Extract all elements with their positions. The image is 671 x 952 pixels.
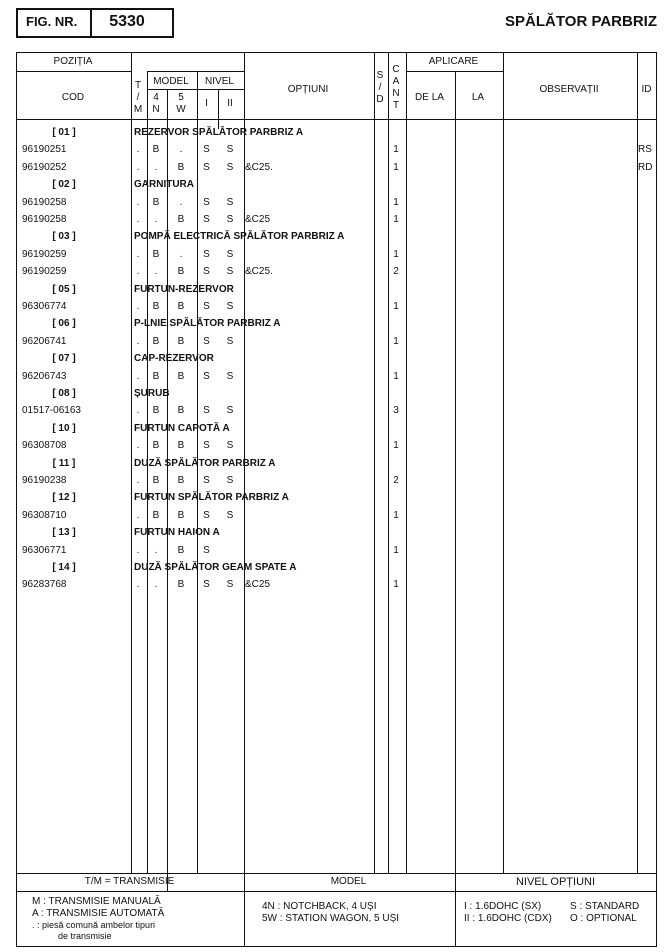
model-4n-cell: . [154,161,158,173]
part-code: 96206743 [22,370,67,382]
part-name: CAP-REZERVOR [134,353,214,365]
header-cant-c: C [392,64,400,75]
footer-tm-line-2: A : TRANSMISIE AUTOMATĂ [32,908,165,919]
header-cant-a: A [392,76,400,87]
model-4n-cell: . [154,544,158,556]
header-nivel: NIVEL [205,76,234,87]
level-1-cell: S [203,196,210,208]
part-code: 01517-06163 [22,405,81,417]
level-1-cell: S [203,335,210,347]
part-code: 96190251 [22,144,67,156]
model-5w-cell: B [177,509,185,521]
model-5w-cell: B [177,544,185,556]
model-5w-cell: B [177,440,185,452]
header-nivel-1: I [205,98,208,109]
level-1-cell: S [203,144,210,156]
header-cant-n: N [392,88,400,99]
part-code: 96306771 [22,544,67,556]
model-4n-cell: . [154,266,158,278]
part-code: 96190238 [22,475,67,486]
header-model: MODEL [153,76,189,87]
header-sd-s: S [376,70,384,81]
level-1-cell: S [203,161,210,173]
position-number: [ 01 ] [52,127,76,138]
quantity-cell: 1 [393,144,399,156]
model-5w-cell: B [177,475,185,486]
parts-table [16,52,657,947]
level-1-cell: S [203,440,210,452]
level-1-cell: S [203,544,210,556]
footer-tm-line-3: . : piesă comună ambelor tipuri [32,920,156,930]
level-2-cell: S [226,475,234,486]
quantity-cell: 1 [393,301,399,312]
model-4n-cell: B [152,301,160,312]
quantity-cell: 1 [393,544,399,556]
transmission-cell: . [136,144,140,156]
quantity-cell: 1 [393,335,399,347]
model-5w-cell: . [179,248,183,260]
footer-tm-line-4: de transmisie [58,931,112,941]
transmission-cell: . [136,214,140,225]
part-name: DUZĂ SPĂLĂTOR PARBRIZ A [134,457,276,469]
part-code: 96190259 [22,266,67,278]
level-1-cell: S [203,509,210,521]
part-name: REZERVOR SPĂLĂTOR PARBRIZ A [134,127,304,138]
level-2-cell: S [226,335,234,347]
footer-nivel-title: NIVEL OPȚIUNI [515,876,596,888]
level-1-cell: S [203,579,210,591]
id-cell: RD [638,161,653,173]
transmission-cell: . [136,475,140,486]
header-sd-slash: / [378,82,382,93]
part-name: GARNITURA [134,179,194,191]
model-4n-cell: . [154,214,158,225]
part-name: ȘURUB [134,388,170,399]
model-5w-cell: B [177,161,185,173]
level-1-cell: S [203,248,210,260]
header-cant-t: T [392,100,400,111]
header-sd-d: D [376,94,384,105]
part-code: 96206741 [22,335,67,347]
position-number: [ 03 ] [52,231,76,243]
model-5w-cell: B [177,335,185,347]
position-number: [ 14 ] [52,562,76,573]
header-aplicare: APLICARE [428,56,479,67]
footer-model-title: MODEL [330,876,367,887]
header-nivel-2: II [227,98,233,109]
model-5w-cell: B [177,301,185,312]
footer-model-line-2: 5W : STATION WAGON, 5 UȘI [262,913,400,924]
header-tm-slash: / [136,92,140,103]
options-cell: &C25 [245,214,271,225]
position-number: [ 02 ] [52,179,76,191]
quantity-cell: 1 [393,509,399,521]
transmission-cell: . [136,266,140,278]
part-code: 96190258 [22,214,67,225]
part-name: P-LNIE SPĂLĂTOR PARBRIZ A [134,318,281,330]
id-cell: RS [638,144,652,156]
options-cell: &C25 [245,579,271,591]
part-code: 96308710 [22,509,67,521]
part-name: FURTUN CAPOTĂ A [134,422,230,434]
quantity-cell: 1 [393,161,399,173]
transmission-cell: . [136,405,140,417]
options-cell: &C25. [245,266,273,278]
model-5w-cell: . [179,196,183,208]
model-4n-cell: B [152,335,160,347]
model-5w-cell: B [177,405,185,417]
figure-label: FIG. NR. [26,14,78,29]
figure-number: 5330 [109,13,145,30]
header-observatii: OBSERVAȚII [539,84,599,95]
part-name: POMPĂ ELECTRICĂ SPĂLĂTOR PARBRIZ A [134,231,345,243]
transmission-cell: . [136,335,140,347]
transmission-cell: . [136,370,140,382]
footer-nivel-code-2: O : OPTIONAL [570,913,637,924]
model-4n-cell: B [152,440,160,452]
quantity-cell: 2 [393,475,399,486]
level-2-cell: S [226,196,234,208]
level-2-cell: S [226,301,234,312]
level-2-cell: S [226,144,234,156]
quantity-cell: 2 [393,266,399,278]
position-number: [ 13 ] [52,527,76,539]
position-number: [ 06 ] [52,318,76,330]
header-model-4: 4 [153,92,159,103]
header-pozitia: POZIȚIA [53,56,93,67]
level-2-cell: S [226,509,234,521]
footer-tm-line-1: M : TRANSMISIE MANUALĂ [32,896,161,907]
header-de-la: DE LA [415,92,444,103]
transmission-cell: . [136,440,140,452]
part-code: 96190258 [22,196,67,208]
level-2-cell: S [226,214,234,225]
model-5w-cell: B [177,370,185,382]
position-number: [ 11 ] [52,457,76,469]
header-model-w: W [176,104,186,115]
header-la: LA [471,92,485,103]
level-1-cell: S [203,405,210,417]
model-5w-cell: B [177,214,185,225]
quantity-cell: 1 [393,214,399,225]
part-name: FURTUN HAION A [134,527,220,539]
footer-nivel-line-2: II : 1.6DOHC (CDX) [464,913,552,924]
quantity-cell: 3 [393,405,399,417]
model-4n-cell: B [152,144,160,156]
quantity-cell: 1 [393,248,399,260]
level-1-cell: S [203,475,210,486]
footer-nivel-code-1: S : STANDARD [570,901,640,912]
level-2-cell: S [226,405,234,417]
model-4n-cell: B [152,248,160,260]
position-number: [ 08 ] [52,388,76,399]
header-model-n: N [152,104,160,115]
header-optiuni: OPȚIUNI [287,84,329,95]
footer-model-line-1: 4N : NOTCHBACK, 4 UȘI [262,901,377,912]
transmission-cell: . [136,248,140,260]
transmission-cell: . [136,161,140,173]
position-number: [ 12 ] [52,492,76,504]
transmission-cell: . [136,579,140,591]
header-cod: COD [61,92,85,103]
level-2-cell: S [226,440,234,452]
options-cell: &C25. [245,161,273,173]
part-code: 96190252 [22,161,67,173]
quantity-cell: 1 [393,579,399,591]
part-name: FURTUN SPĂLĂTOR PARBRIZ A [134,492,289,504]
header-tm-t: T [134,80,142,91]
model-4n-cell: . [154,579,158,591]
model-4n-cell: B [152,370,160,382]
transmission-cell: . [136,301,140,312]
model-4n-cell: B [152,405,160,417]
footer-nivel-line-1: I : 1.6DOHC (SX) [464,901,542,912]
model-5w-cell: B [177,266,185,278]
level-2-cell: S [226,266,234,278]
header-id: ID [641,84,652,95]
level-1-cell: S [203,214,210,225]
quantity-cell: 1 [393,196,399,208]
model-5w-cell: . [179,144,183,156]
transmission-cell: . [136,196,140,208]
position-number: [ 05 ] [52,283,76,295]
level-2-cell: S [226,161,234,173]
model-5w-cell: B [177,579,185,591]
level-1-cell: S [203,301,210,312]
level-1-cell: S [203,266,210,278]
footer-tm-title: T/M = TRANSMISIE [84,876,175,887]
position-number: [ 07 ] [52,353,76,365]
part-name: FURTUN-REZERVOR [134,283,234,295]
model-4n-cell: B [152,509,160,521]
part-code: 96190259 [22,248,67,260]
level-2-cell: S [226,248,234,260]
transmission-cell: . [136,544,140,556]
transmission-cell: . [136,509,140,521]
part-code: 96306774 [22,301,67,312]
model-4n-cell: B [152,475,160,486]
quantity-cell: 1 [393,440,399,452]
position-number: [ 10 ] [52,422,76,434]
model-4n-cell: B [152,196,160,208]
part-code: 96308708 [22,440,67,452]
page-title: SPĂLĂTOR PARBRIZ [505,13,657,30]
level-2-cell: S [226,370,234,382]
part-name: DUZĂ SPĂLĂTOR GEAM SPATE A [134,562,297,573]
header-model-5: 5 [178,92,184,103]
quantity-cell: 1 [393,370,399,382]
part-code: 96283768 [22,579,67,591]
level-1-cell: S [203,370,210,382]
level-2-cell: S [226,579,234,591]
header-tm-m: M [133,104,143,115]
